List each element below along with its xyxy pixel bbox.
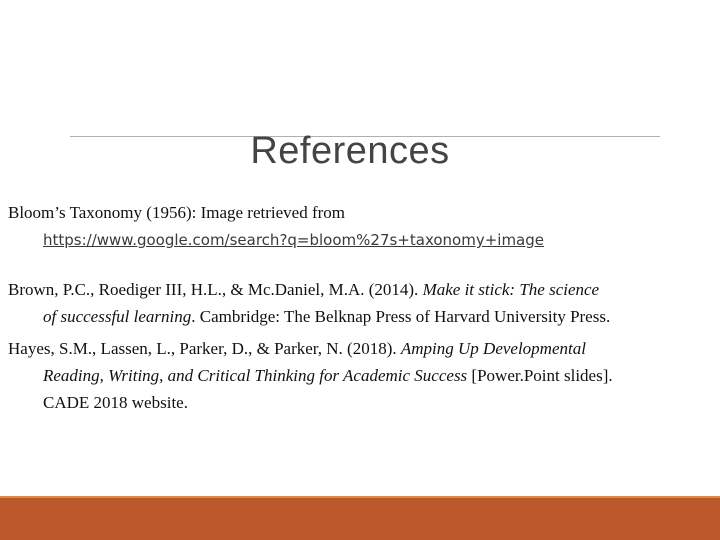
reference-item-blooms-taxonomy (8, 199, 714, 276)
reference-title: Make it stick: The science (422, 280, 600, 299)
reference-line (8, 303, 714, 330)
reference-title: Amping Up Developmental (400, 339, 586, 358)
reference-title-continued: of successful learning (43, 307, 192, 326)
reference-authors: Hayes, S.M., Lassen, L., Parker, D., & Parker, N. (2018). (8, 339, 401, 358)
page-title: References (250, 130, 450, 172)
reference-format: [Power.Point slides]. (467, 366, 613, 385)
reference-publisher: . Cambridge: The Belknap Press of Harvard University Press. (191, 307, 611, 326)
references-list (8, 199, 714, 416)
reference-url-line (8, 226, 714, 254)
footer-bar (0, 498, 720, 540)
reference-title-continued: Reading, Writing, and Critical Thinking for Academic Success (43, 366, 468, 385)
reference-line (8, 362, 714, 389)
reference-source: CADE 2018 website. (43, 393, 188, 412)
reference-item-brown (8, 276, 714, 335)
reference-line (8, 335, 714, 362)
reference-text: Bloom’s Taxonomy (1956): Image retrieved from (8, 203, 346, 222)
reference-item-hayes (8, 335, 714, 416)
reference-url-link[interactable]: https://www.google.com/search?q=bloom%27s+taxonomy+image (43, 231, 544, 249)
reference-line (8, 276, 714, 303)
reference-authors: Brown, P.C., Roediger III, H.L., & Mc.Daniel, M.A. (2014). (8, 280, 423, 299)
